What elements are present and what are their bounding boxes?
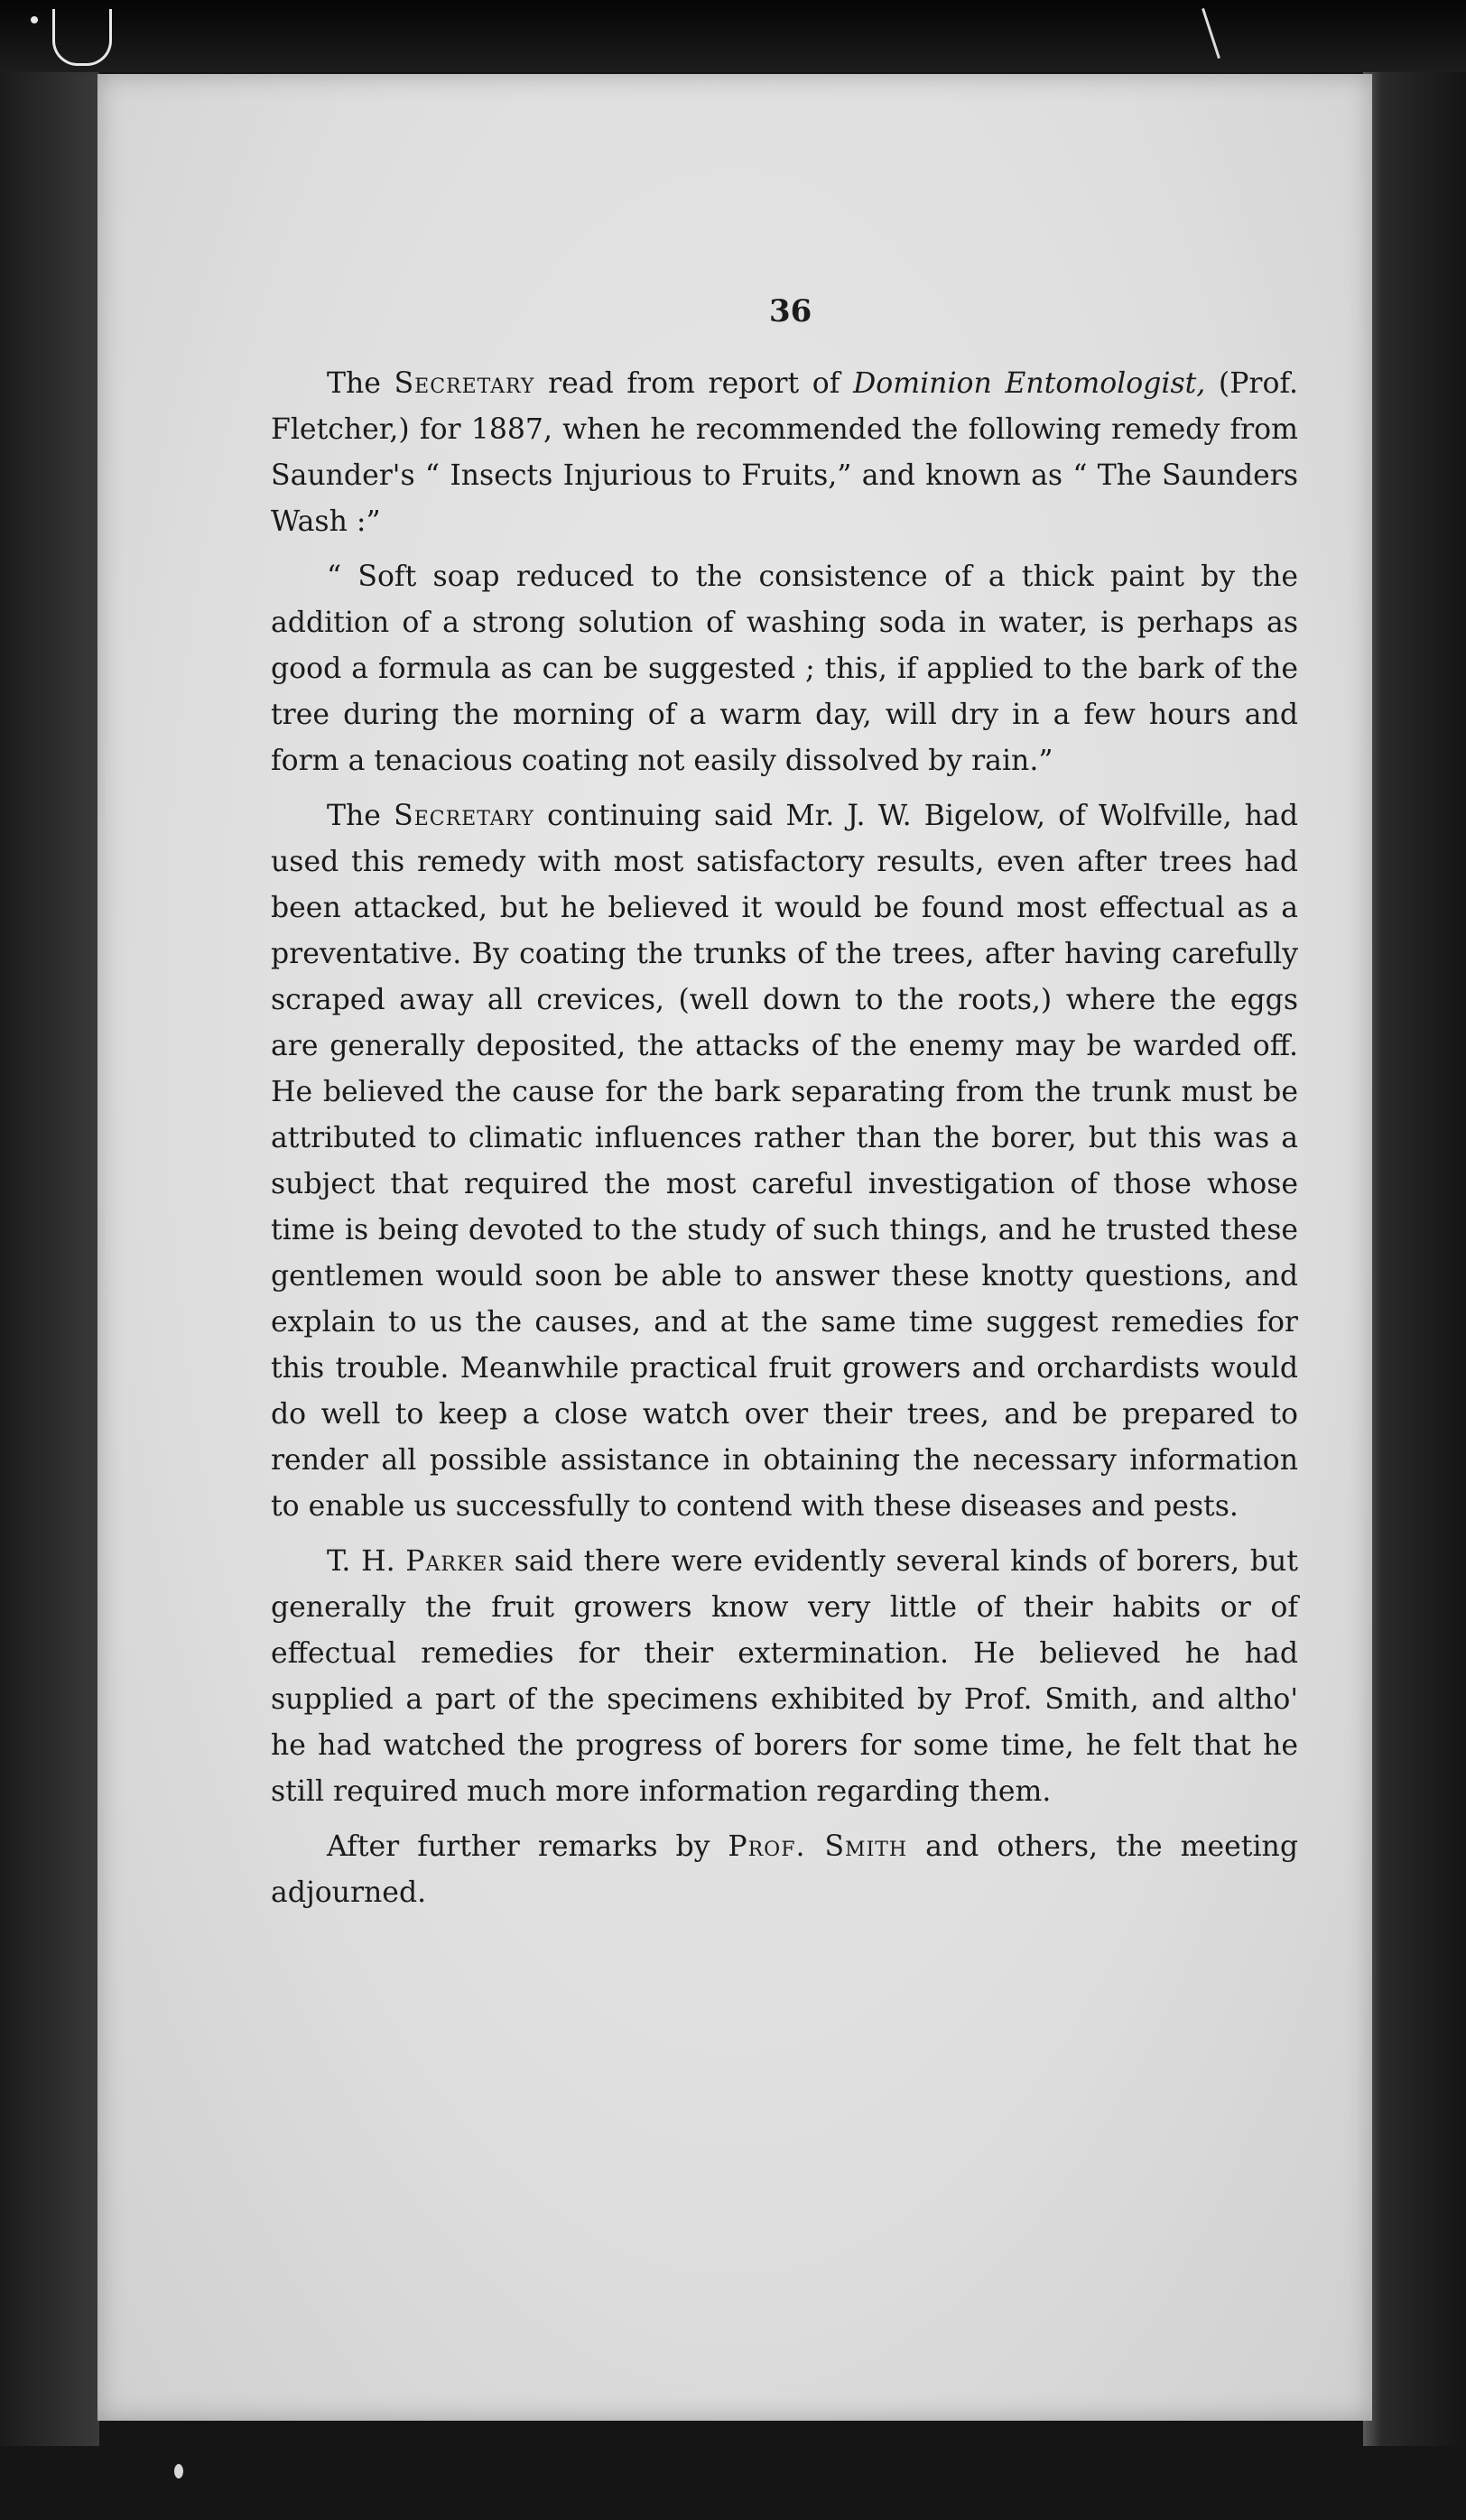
body-text xyxy=(271,361,1298,1916)
film-strip-top xyxy=(0,0,1466,72)
italic-title: Dominion Entomologist, xyxy=(853,367,1206,400)
film-scratch-mark xyxy=(1202,8,1220,59)
speaker-name: Prof. Smith xyxy=(728,1830,908,1863)
speaker-name: Parker xyxy=(405,1545,505,1578)
paragraph-lead-text: The xyxy=(327,800,394,832)
paragraph-lead-text: After further remarks by xyxy=(327,1830,728,1863)
paragraph-text: (Prof. Fletcher,) for 1887, when he recommended the following remedy from Saunder's “ Insects Injurious to Fruits,” and known as “ The Saunders Wash :” xyxy=(271,367,1298,538)
paragraph-parker xyxy=(271,1539,1298,1815)
speaker-name: Secretary xyxy=(394,367,535,400)
paragraph-secretary-continued xyxy=(271,793,1298,1530)
paragraph-text: continuing said Mr. J. W. Bigelow, of Wolfville, had used this remedy with most satisfactory results, even after trees had been attacked, but he believed it would be found most effectual as a preventative. By coating the trunks of the trees, after having carefully scraped away all crevices, (well down to the roots,) where the eggs are generally deposited, the attacks of the enemy may be warded off. He believed the cause for the bark separating from the trunk must be attributed to climatic influences rather than the borer, but this was a subject that required the most careful investigation of those whose time is being devoted to the study of such things, and he trusted these gentlemen would soon be able to answer these knotty questions, and explain to us the causes, and at the same time suggest remedies for this trouble. Meanwhile practical fruit growers and orchardists would do well to keep a close watch over their trees, and be prepared to render all possible assistance in obtaining the necessary information to enable us successfully to contend with these diseases and pests. xyxy=(271,800,1299,1523)
paragraph-lead-text: The xyxy=(327,367,394,400)
page-number: 36 xyxy=(769,293,812,329)
paragraph-quotation xyxy=(271,554,1298,784)
film-curl-mark xyxy=(52,9,112,66)
paragraph-secretary-report xyxy=(271,361,1298,545)
book-left-edge xyxy=(0,72,99,2446)
paragraph-lead-text: T. H. xyxy=(327,1545,406,1578)
film-dust-mark xyxy=(174,2464,183,2478)
paragraph-text: “ Soft soap reduced to the consistence of a thick paint by the addition of a strong solution of washing soda in water, is perhaps as good a formula as can be suggested ; this, if applied to the bark of the tree during the morning of a warm day, will dry in a few hours and form a tenacious coating not easily dissolved by rain.” xyxy=(271,561,1298,777)
book-right-edge xyxy=(1363,72,1466,2446)
paragraph-adjourned xyxy=(271,1824,1298,1916)
paragraph-text: said there were evidently several kinds of borers, but generally the fruit growers know very little of their habits or of effectual remedies for their extermination. He believed he had supplied a part of the specimens exhibited by Prof. Smith, and altho' he had watched the progress of borers for some time, he felt that he still required much more information regarding them. xyxy=(271,1545,1298,1808)
film-dot-mark xyxy=(31,16,38,23)
speaker-name: Secretary xyxy=(394,800,534,832)
paragraph-text: read from report of xyxy=(534,367,854,400)
paragraph-text: and others, the meeting adjourned. xyxy=(271,1830,1298,1909)
